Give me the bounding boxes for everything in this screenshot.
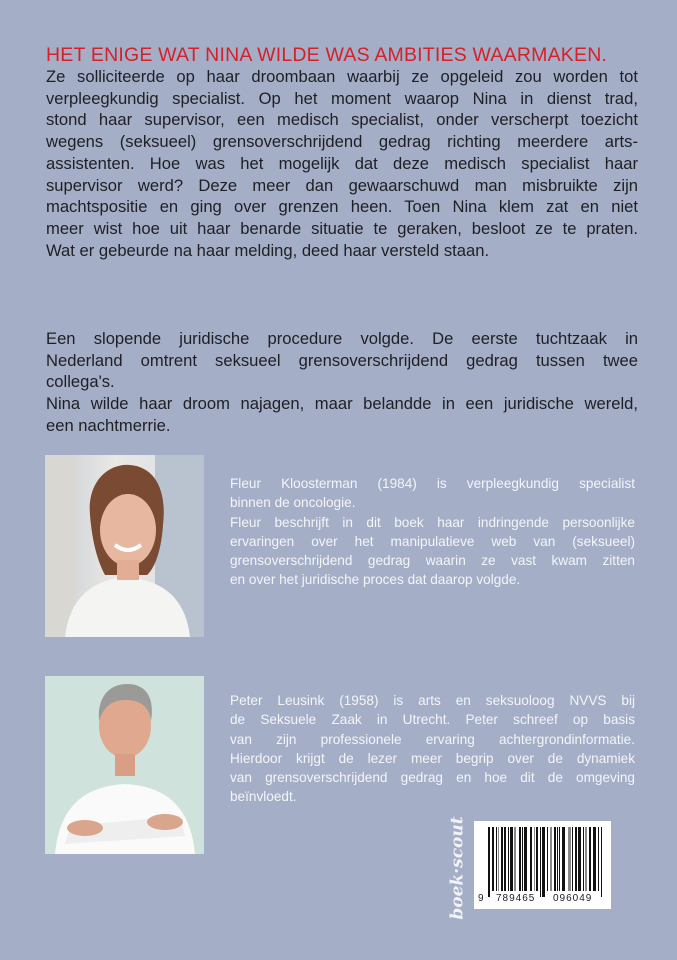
isbn-left-digits: 789465: [496, 893, 536, 904]
text-line: supervisor werd? Deze meer dan gewaarschuwd man misbruikte zijn: [46, 175, 638, 195]
barcode-bar: [601, 827, 602, 897]
barcode-bar: [542, 827, 545, 897]
text-line: van grensoverschrijdend gedrag en hoe dit de omgeving: [230, 770, 635, 786]
headline: HET ENIGE WAT NINA WILDE WAS AMBITIES WAARMAKEN.: [46, 44, 608, 66]
text-line: een nachtmerrie.: [46, 415, 171, 435]
text-line: Nina wilde haar droom najagen, maar belandde in een juridische wereld,: [46, 394, 638, 414]
text-line: Nederland omtrent seksueel grensoverschrijdend gedrag tussen twee: [46, 350, 638, 370]
barcode-bar: [557, 827, 558, 891]
text-line: grensoverschrijdend gedrag waarin ze vast kwam zitten: [230, 553, 635, 569]
barcode-bar: [514, 827, 516, 891]
barcode-bar: [589, 827, 591, 891]
barcode-bar: [540, 827, 541, 897]
text-line: en over het juridische proces dat daarop volgde.: [230, 572, 521, 588]
isbn-first-digit: 9: [478, 893, 484, 904]
barcode-bar: [522, 827, 523, 891]
text-line: meer wist hoe uit haar benarde situatie te geraken, besloot ze te praten.: [46, 218, 638, 238]
barcode-bar: [593, 827, 596, 891]
author-bio-peter: [230, 691, 635, 807]
barcode-bar: [547, 827, 548, 891]
barcode-bar: [550, 827, 552, 891]
barcode-bar: [534, 827, 535, 891]
barcode-bar: [508, 827, 509, 891]
barcode-bar: [524, 827, 527, 891]
publisher-logo: boek·scout: [448, 816, 468, 920]
text-line: machtspositie en ging over grenzen heen. Toen Nina klem zat en niet: [46, 197, 638, 217]
text-line: Fleur Kloosterman (1984) is verpleegkundig specialist: [230, 476, 635, 491]
text-line: Fleur beschrijft in dit boek haar indringende persoonlijke: [230, 514, 635, 530]
barcode-bar: [598, 827, 599, 891]
text-line: ervaringen over het manipulatieve web van (seksueel): [230, 533, 635, 549]
barcode-bar: [501, 827, 503, 891]
text-line: van zijn professionele ervaring achtergrondinformatie.: [230, 731, 635, 747]
blurb-paragraph-2: [46, 328, 638, 437]
barcode-bar: [519, 827, 521, 891]
barcode-bar: [488, 827, 490, 897]
barcode-bar: [562, 827, 565, 891]
author-photo-fleur: [45, 455, 204, 637]
barcode-bar: [496, 827, 497, 891]
barcode-bar: [536, 827, 538, 891]
barcode-bar: [530, 827, 532, 891]
isbn-barcode: [474, 821, 611, 909]
text-line: de Seksuele Zaak in Utrecht. Peter schreef op basis: [230, 712, 635, 728]
text-line: assistenten. Hoe was het mogelijk dat deze medisch specialist haar: [46, 153, 638, 173]
blurb-paragraph-1: [46, 66, 638, 261]
barcode-bar: [554, 827, 556, 891]
text-line: Ze solliciteerde op haar droombaan waarbij ze opgeleid zou worden tot: [46, 67, 638, 86]
isbn-right-digits: 096049: [553, 893, 593, 904]
barcode-bar: [575, 827, 577, 891]
author-bio-fleur: [230, 474, 635, 590]
text-line: Een slopende juridische procedure volgde. De eerste tuchtzaak in: [46, 329, 638, 348]
text-line: collega's.: [46, 372, 115, 392]
barcode-bar: [492, 827, 494, 891]
text-line: Wat er gebeurde na haar melding, deed haar versteld staan.: [46, 240, 490, 260]
text-line: binnen de oncologie.: [230, 495, 356, 511]
text-line: beïnvloedt.: [230, 789, 297, 805]
barcode-bar: [504, 827, 506, 891]
barcode-bar: [572, 827, 573, 891]
text-line: Peter Leusink (1958) is arts en seksuoloog NVVS bij: [230, 693, 635, 708]
barcode-bar: [510, 827, 513, 891]
barcode-bar: [585, 827, 587, 891]
text-line: stond haar supervisor, een medisch specialist, onder verscherpt toezicht: [46, 110, 638, 130]
barcode-bar: [568, 827, 571, 891]
barcode-bar: [498, 827, 499, 891]
barcode-bar: [578, 827, 581, 891]
barcode-bar: [583, 827, 584, 891]
text-line: verpleegkundig specialist. Op het moment waarop Nina in dienst trad,: [46, 88, 638, 108]
author-photo-peter: [45, 676, 204, 854]
text-line: Hierdoor krijgt de lezer meer begrip over de dynamiek: [230, 750, 635, 766]
barcode-bar: [559, 827, 560, 891]
text-line: wegens (seksueel) grensoverschrijdend gedrag richting meerdere arts-: [46, 132, 638, 152]
